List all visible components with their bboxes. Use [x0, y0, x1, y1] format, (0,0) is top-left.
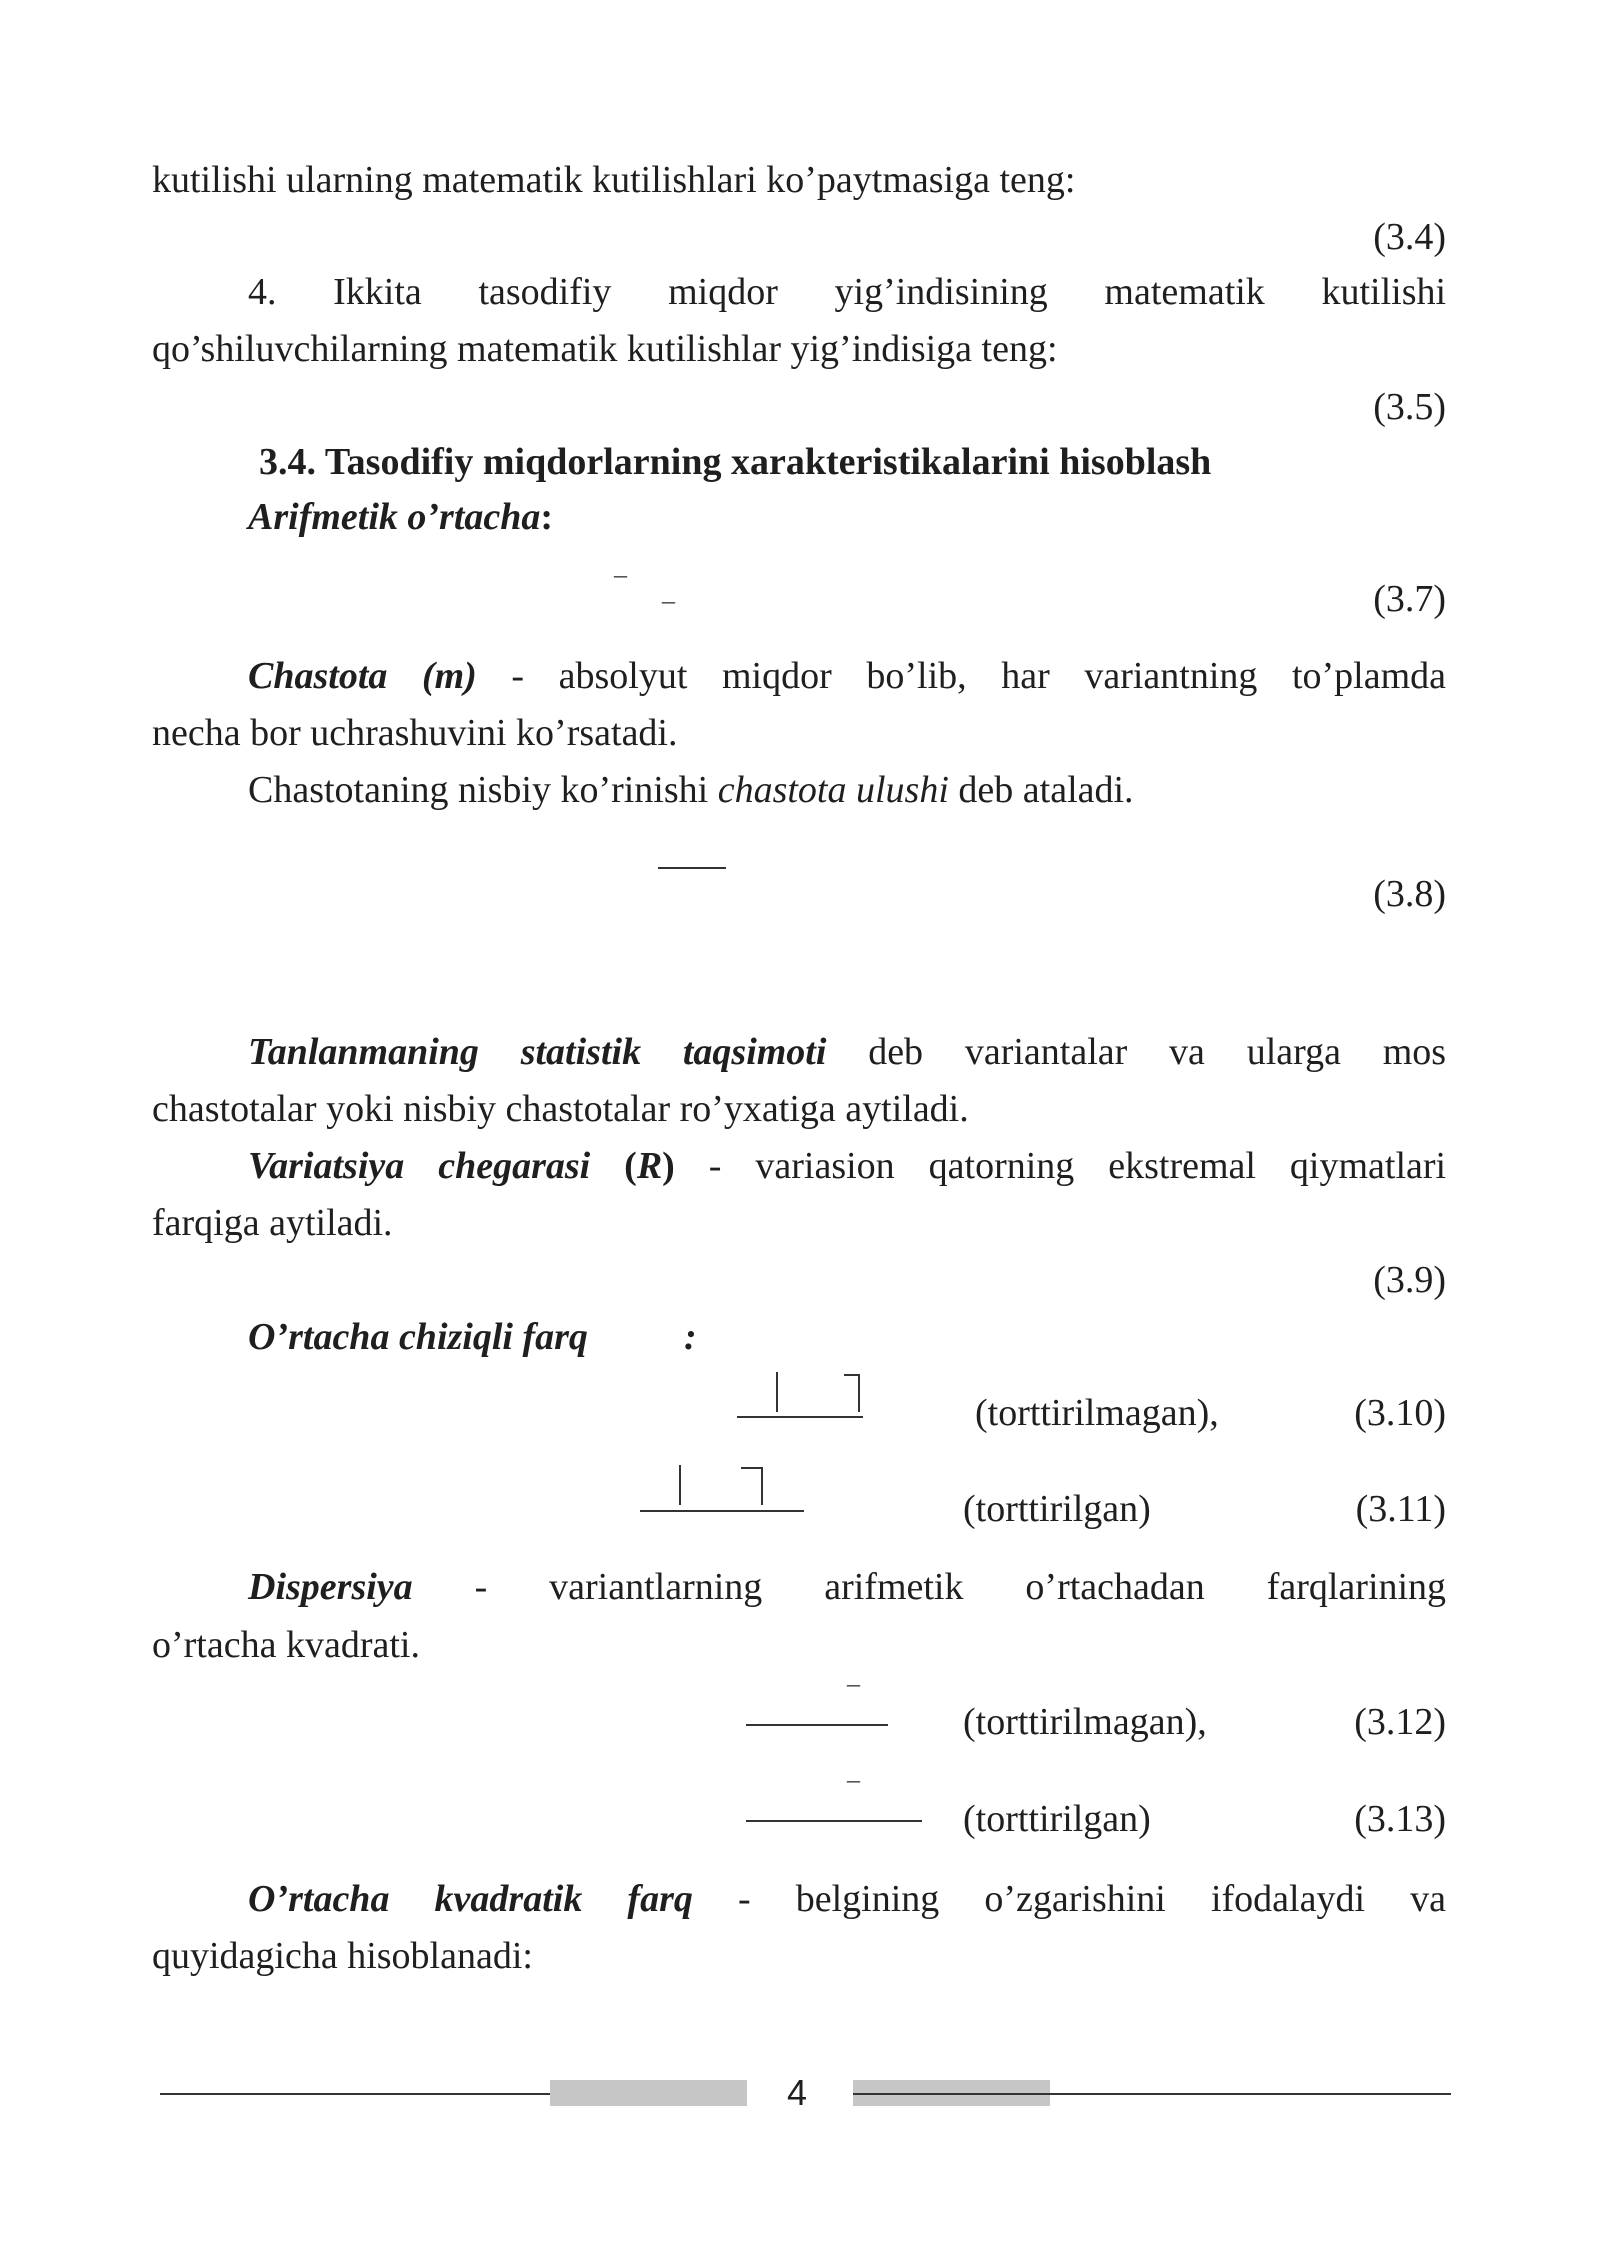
equation-number: (3.7): [1373, 578, 1446, 620]
text-line: farqiga aytiladi.: [152, 1202, 393, 1244]
fraction-line: [658, 867, 726, 869]
chastota-ulushi-line: Chastotaning nisbiy ko’rinishi chastota ulushi deb ataladi.: [248, 769, 1134, 811]
formula-abs-bar: [776, 1372, 778, 1412]
equation-number: (3.11): [1355, 1488, 1446, 1530]
formula-abs-bar: [679, 1465, 681, 1505]
variatsiya-paragraph: Variatsiya chegarasi (R) - variasion qatorning ekstremal qiymatlari: [248, 1145, 1447, 1187]
chastota-paragraph: Chastota (m) - absolyut miqdor bo’lib, har variantning to’plamda: [248, 655, 1447, 697]
text-line: o’rtacha kvadrati.: [152, 1624, 420, 1666]
ortacha-chiziqli-label: O’rtacha chiziqli farq: [248, 1316, 588, 1358]
arifmetik-ortacha-label: Arifmetik o’rtacha:: [248, 496, 554, 538]
formula-fragment: –: [662, 586, 675, 615]
text-line: quyidagicha hisoblanadi:: [152, 1935, 533, 1977]
dispersiya-paragraph: Dispersiya - variantlarning arifmetik o’rtachadan farqlarining: [248, 1566, 1447, 1608]
torttirilgan-label: (torttirilgan): [963, 1488, 1151, 1530]
equation-number: (3.9): [1373, 1259, 1446, 1301]
text-line: qo’shiluvchilarning matematik kutilishlar yig’indisiga teng:: [152, 328, 1058, 370]
equation-number: (3.12): [1354, 1701, 1446, 1743]
equation-number: (3.5): [1373, 386, 1446, 428]
section-title: 3.4. Tasodifiy miqdorlarning xarakteristikalarini hisoblash: [259, 441, 1212, 483]
text-line: kutilishi ularning matematik kutilishlari ko’paytmasiga teng:: [152, 159, 1076, 201]
tanlanma-paragraph: Tanlanmaning statistik taqsimoti deb variantalar va ularga mos: [248, 1031, 1447, 1073]
footer-rule-right: [853, 2093, 1451, 2095]
paragraph-item-4: 4. Ikkita tasodifiy miqdor yig’indisining matematik kutilishi: [248, 271, 1447, 313]
equation-number: (3.4): [1373, 216, 1446, 258]
fraction-line: [746, 1820, 922, 1822]
formula-abs-bar: [844, 1374, 858, 1376]
equation-number: (3.13): [1354, 1798, 1446, 1840]
ortacha-chiziqli-colon: :: [684, 1316, 697, 1358]
equation-number: (3.10): [1354, 1392, 1446, 1434]
page-number: 4: [787, 2072, 808, 2113]
formula-fragment: –: [847, 1669, 860, 1698]
text-line: chastotalar yoki nisbiy chastotalar ro’yxatiga aytiladi.: [152, 1088, 969, 1130]
torttirilgan-label: (torttirilgan): [963, 1798, 1151, 1840]
fraction-line: [737, 1416, 863, 1418]
text-line: necha bor uchrashuvini ko’rsatadi.: [152, 712, 678, 754]
formula-abs-bar: [741, 1467, 761, 1469]
torttirilmagan-label: (torttirilmagan),: [975, 1392, 1219, 1434]
formula-fragment: –: [847, 1765, 860, 1794]
kvadratik-paragraph: O’rtacha kvadratik farq - belgining o’zgarishini ifodalaydi va: [248, 1878, 1446, 1920]
formula-abs-bar: [761, 1467, 763, 1505]
footer-decoration-left: [550, 2080, 747, 2106]
fraction-line: [640, 1510, 804, 1512]
formula-abs-bar: [858, 1374, 860, 1412]
equation-number: (3.8): [1373, 873, 1446, 915]
torttirilmagan-label: (torttirilmagan),: [963, 1701, 1207, 1743]
fraction-line: [746, 1724, 888, 1726]
formula-fragment: –: [614, 560, 627, 589]
